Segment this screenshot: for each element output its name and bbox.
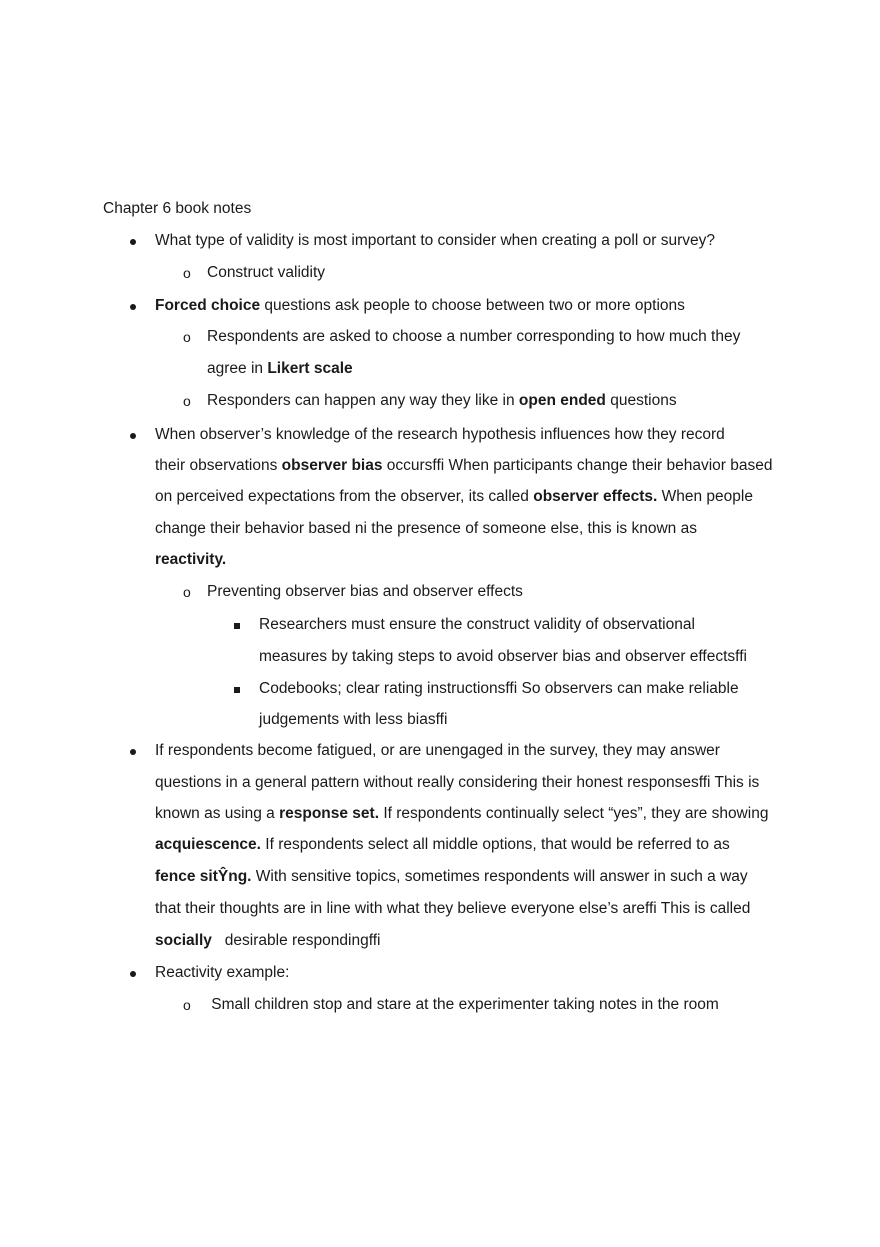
square-bullet-marker	[234, 615, 240, 635]
text-span: known as using a	[155, 805, 280, 822]
bullet-marker	[130, 741, 136, 761]
sub-sub-bullet-codebooks-line-2: judgements with less biasffi	[259, 711, 448, 728]
sub-sub-bullet-construct-line-2: measures by taking steps to avoid observer bias and observer effectsffi	[259, 648, 747, 665]
term-observer-effects: observer effects.	[533, 488, 658, 505]
sub-bullet-preventing-bias: Preventing observer bias and observer effects	[207, 583, 523, 600]
term-response-set: response set.	[279, 805, 380, 822]
bullet-marker	[130, 963, 136, 983]
sub-bullet-children-example: Small children stop and stare at the experimenter taking notes in the room	[207, 996, 719, 1013]
text-span: on perceived expectations from the observer, its called	[155, 488, 534, 505]
bullet-response-line-4	[155, 835, 730, 855]
text-span: occursffi When participants change their behavior based	[382, 457, 773, 474]
bullet-response-line-3	[155, 804, 768, 824]
bullet-response-line-7	[155, 931, 380, 951]
bullet-observer-line-1: When observer’s knowledge of the research hypothesis influences how they record	[155, 426, 725, 443]
text-span: Responders can happen any way they like in	[207, 392, 519, 409]
term-forced-choice: Forced choice	[155, 297, 261, 314]
sub-bullet-open-ended	[207, 391, 677, 411]
bullet-forced-choice	[155, 296, 685, 316]
text-span: their observations	[155, 457, 282, 474]
bullet-response-line-6: that their thoughts are in line with what they believe everyone else’s areffi This is called	[155, 900, 751, 917]
document-title: Chapter 6 book notes	[103, 200, 252, 217]
sub-bullet-marker: o	[183, 997, 191, 1013]
text-span: agree in	[207, 360, 268, 377]
bullet-observer-line-4: change their behavior based ni the presence of someone else, this is known as	[155, 520, 697, 537]
sub-bullet-marker: o	[183, 393, 191, 409]
bullet-validity-question: What type of validity is most important to consider when creating a poll or survey?	[155, 232, 715, 249]
bullet-observer-line-2	[155, 456, 773, 476]
square-bullet-marker	[234, 679, 240, 699]
bullet-response-line-1: If respondents become fatigued, or are unengaged in the survey, they may answer	[155, 742, 720, 759]
sub-bullet-likert-line-2	[207, 359, 353, 379]
term-reactivity: reactivity.	[155, 551, 227, 568]
term-likert-scale: Likert scale	[267, 360, 353, 377]
text-span: desirable respondingffi	[211, 932, 381, 949]
text-span: With sensitive topics, sometimes respondents will answer in such a way	[251, 868, 748, 885]
bullet-marker	[130, 231, 136, 251]
text-span: When people	[657, 488, 753, 505]
bullet-observer-line-3	[155, 487, 753, 507]
sub-bullet-marker: o	[183, 329, 191, 345]
text-span: If respondents continually select “yes”, they are showing	[379, 805, 769, 822]
term-observer-bias: observer bias	[281, 457, 383, 474]
bullet-text: questions ask people to choose between two or more options	[260, 297, 685, 314]
bullet-response-line-2: questions in a general pattern without really considering their honest responsesffi This is	[155, 774, 760, 791]
bullet-response-line-5	[155, 867, 748, 887]
bullet-marker	[130, 425, 136, 445]
sub-bullet-likert-line-1: Respondents are asked to choose a number corresponding to how much they	[207, 328, 741, 345]
sub-sub-bullet-construct-line-1: Researchers must ensure the construct validity of observational	[259, 616, 695, 633]
sub-bullet-marker: o	[183, 584, 191, 600]
bullet-observer-line-5	[155, 550, 226, 570]
sub-bullet-construct-validity: Construct validity	[207, 264, 326, 281]
sub-bullet-marker: o	[183, 265, 191, 281]
text-span: If respondents select all middle options, that would be referred to as	[260, 836, 730, 853]
term-socially: socially	[155, 932, 212, 949]
term-fence-sitting: fence sitŶng.	[155, 868, 252, 885]
sub-sub-bullet-codebooks-line-1: Codebooks; clear rating instructionsffi So observers can make reliable	[259, 680, 739, 697]
term-open-ended: open ended	[518, 392, 606, 409]
bullet-reactivity-example: Reactivity example:	[155, 964, 290, 981]
text-span: questions	[605, 392, 677, 409]
bullet-marker	[130, 296, 136, 316]
term-acquiescence: acquiescence.	[155, 836, 261, 853]
